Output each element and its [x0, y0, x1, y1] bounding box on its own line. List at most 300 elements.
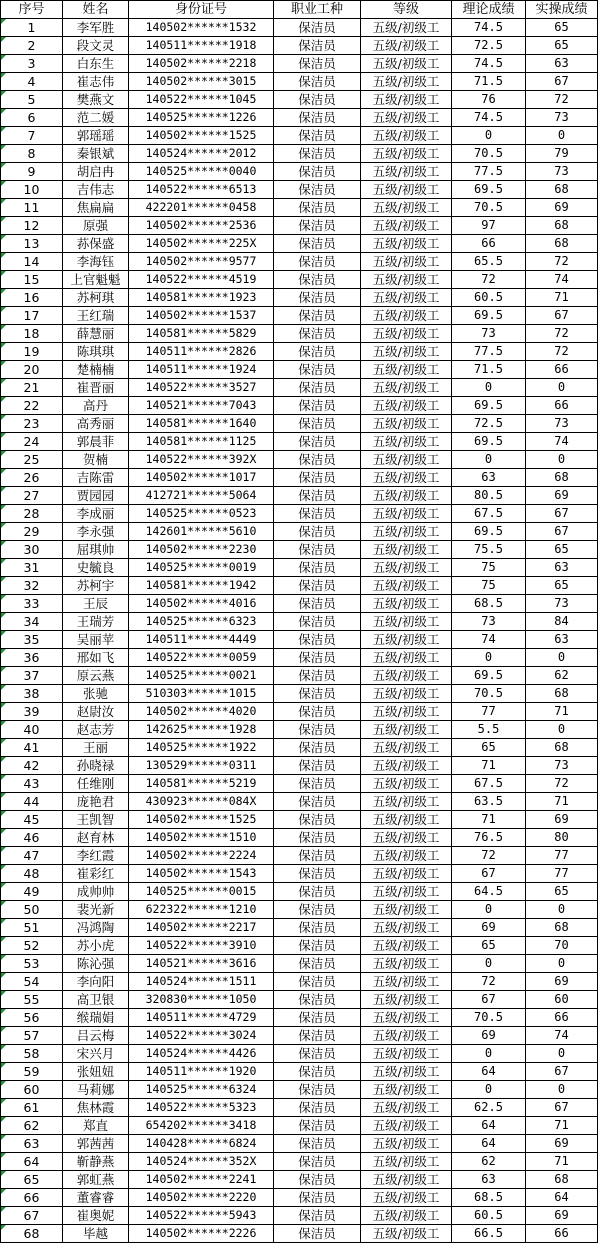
error-indicator-icon[interactable] — [1, 1063, 6, 1068]
error-indicator-icon[interactable] — [1, 1153, 6, 1158]
cell-practical-score[interactable]: 71 — [526, 1153, 598, 1171]
cell-occupation[interactable]: 保洁员 — [274, 217, 361, 235]
cell-name[interactable]: 成帅帅 — [63, 883, 129, 901]
cell-occupation[interactable]: 保洁员 — [274, 415, 361, 433]
cell-theory-score[interactable]: 66.5 — [452, 1225, 526, 1243]
cell-seq[interactable] — [1, 37, 63, 55]
cell-seq[interactable] — [1, 91, 63, 109]
cell-id-number[interactable]: 140525******6323 — [129, 613, 274, 631]
cell-theory-score[interactable]: 67 — [452, 991, 526, 1009]
cell-id-number[interactable]: 140581******1125 — [129, 433, 274, 451]
cell-seq[interactable] — [1, 379, 63, 397]
cell-id-number[interactable]: 140525******6324 — [129, 1081, 274, 1099]
cell-practical-score[interactable]: 68 — [526, 469, 598, 487]
cell-occupation[interactable]: 保洁员 — [274, 757, 361, 775]
error-indicator-icon[interactable] — [1, 235, 6, 240]
cell-occupation[interactable]: 保洁员 — [274, 163, 361, 181]
cell-level[interactable]: 五级/初级工 — [361, 397, 452, 415]
cell-seq[interactable] — [1, 109, 63, 127]
cell-name[interactable]: 焦林霞 — [63, 1099, 129, 1117]
cell-seq[interactable] — [1, 361, 63, 379]
cell-name[interactable]: 裴光新 — [63, 901, 129, 919]
error-indicator-icon[interactable] — [1, 469, 6, 474]
cell-theory-score[interactable]: 70.5 — [452, 145, 526, 163]
cell-practical-score[interactable]: 66 — [526, 1009, 598, 1027]
cell-seq[interactable] — [1, 1189, 63, 1207]
cell-practical-score[interactable]: 65 — [526, 883, 598, 901]
cell-theory-score[interactable]: 69.5 — [452, 523, 526, 541]
cell-seq[interactable] — [1, 1063, 63, 1081]
cell-id-number[interactable]: 140502******1532 — [129, 19, 274, 37]
error-indicator-icon[interactable] — [1, 415, 6, 420]
error-indicator-icon[interactable] — [1, 1135, 6, 1140]
cell-seq[interactable] — [1, 865, 63, 883]
cell-level[interactable]: 五级/初级工 — [361, 739, 452, 757]
cell-theory-score[interactable]: 77 — [452, 703, 526, 721]
cell-practical-score[interactable]: 65 — [526, 541, 598, 559]
cell-theory-score[interactable]: 74.5 — [452, 109, 526, 127]
cell-level[interactable]: 五级/初级工 — [361, 1009, 452, 1027]
cell-level[interactable]: 五级/初级工 — [361, 811, 452, 829]
cell-occupation[interactable]: 保洁员 — [274, 739, 361, 757]
cell-name[interactable]: 冯鸿陶 — [63, 919, 129, 937]
error-indicator-icon[interactable] — [1, 613, 6, 618]
cell-name[interactable]: 王凯智 — [63, 811, 129, 829]
cell-theory-score[interactable]: 72 — [452, 847, 526, 865]
cell-seq[interactable] — [1, 757, 63, 775]
cell-name[interactable]: 薛慧丽 — [63, 325, 129, 343]
cell-practical-score[interactable]: 79 — [526, 145, 598, 163]
cell-id-number[interactable]: 430923******084X — [129, 793, 274, 811]
cell-occupation[interactable]: 保洁员 — [274, 847, 361, 865]
cell-name[interactable]: 郑直 — [63, 1117, 129, 1135]
error-indicator-icon[interactable] — [1, 793, 6, 798]
cell-level[interactable]: 五级/初级工 — [361, 757, 452, 775]
cell-level[interactable]: 五级/初级工 — [361, 217, 452, 235]
cell-practical-score[interactable]: 77 — [526, 865, 598, 883]
cell-name[interactable]: 范二媛 — [63, 109, 129, 127]
cell-seq[interactable] — [1, 1171, 63, 1189]
error-indicator-icon[interactable] — [1, 505, 6, 510]
cell-name[interactable]: 郭瑶瑶 — [63, 127, 129, 145]
cell-practical-score[interactable]: 60 — [526, 991, 598, 1009]
cell-occupation[interactable]: 保洁员 — [274, 1027, 361, 1045]
cell-theory-score[interactable]: 76.5 — [452, 829, 526, 847]
cell-theory-score[interactable]: 64.5 — [452, 883, 526, 901]
cell-level[interactable]: 五级/初级工 — [361, 631, 452, 649]
cell-id-number[interactable]: 140511******1920 — [129, 1063, 274, 1081]
cell-name[interactable]: 苏小虎 — [63, 937, 129, 955]
cell-theory-score[interactable]: 60.5 — [452, 289, 526, 307]
cell-id-number[interactable]: 140521******3616 — [129, 955, 274, 973]
cell-theory-score[interactable]: 68.5 — [452, 1189, 526, 1207]
cell-theory-score[interactable]: 67 — [452, 865, 526, 883]
cell-practical-score[interactable]: 73 — [526, 163, 598, 181]
cell-id-number[interactable]: 140511******4729 — [129, 1009, 274, 1027]
cell-level[interactable]: 五级/初级工 — [361, 127, 452, 145]
cell-seq[interactable] — [1, 847, 63, 865]
cell-seq[interactable] — [1, 991, 63, 1009]
cell-practical-score[interactable]: 69 — [526, 973, 598, 991]
cell-practical-score[interactable]: 72 — [526, 91, 598, 109]
cell-practical-score[interactable]: 74 — [526, 1027, 598, 1045]
cell-occupation[interactable]: 保洁员 — [274, 595, 361, 613]
cell-seq[interactable] — [1, 1027, 63, 1045]
cell-name[interactable]: 郭茜茜 — [63, 1135, 129, 1153]
cell-practical-score[interactable]: 84 — [526, 613, 598, 631]
cell-level[interactable]: 五级/初级工 — [361, 559, 452, 577]
error-indicator-icon[interactable] — [1, 325, 6, 330]
cell-practical-score[interactable]: 73 — [526, 595, 598, 613]
error-indicator-icon[interactable] — [1, 973, 6, 978]
cell-theory-score[interactable]: 0 — [452, 127, 526, 145]
cell-seq[interactable] — [1, 793, 63, 811]
cell-id-number[interactable]: 140428******6824 — [129, 1135, 274, 1153]
error-indicator-icon[interactable] — [1, 1081, 6, 1086]
cell-id-number[interactable]: 140522******1045 — [129, 91, 274, 109]
cell-theory-score[interactable]: 65.5 — [452, 253, 526, 271]
cell-level[interactable]: 五级/初级工 — [361, 487, 452, 505]
cell-occupation[interactable]: 保洁员 — [274, 829, 361, 847]
cell-name[interactable]: 靳静燕 — [63, 1153, 129, 1171]
cell-id-number[interactable]: 140502******9577 — [129, 253, 274, 271]
cell-name[interactable]: 赵育林 — [63, 829, 129, 847]
cell-name[interactable]: 秦银斌 — [63, 145, 129, 163]
cell-practical-score[interactable]: 0 — [526, 721, 598, 739]
cell-level[interactable]: 五级/初级工 — [361, 1081, 452, 1099]
error-indicator-icon[interactable] — [1, 433, 6, 438]
cell-occupation[interactable]: 保洁员 — [274, 937, 361, 955]
cell-practical-score[interactable]: 71 — [526, 703, 598, 721]
cell-id-number[interactable]: 140525******0021 — [129, 667, 274, 685]
cell-occupation[interactable]: 保洁员 — [274, 955, 361, 973]
cell-id-number[interactable]: 140511******4449 — [129, 631, 274, 649]
cell-occupation[interactable]: 保洁员 — [274, 91, 361, 109]
cell-level[interactable]: 五级/初级工 — [361, 289, 452, 307]
cell-level[interactable]: 五级/初级工 — [361, 307, 452, 325]
cell-practical-score[interactable]: 69 — [526, 487, 598, 505]
cell-name[interactable]: 荪保盛 — [63, 235, 129, 253]
cell-id-number[interactable]: 140522******3527 — [129, 379, 274, 397]
cell-occupation[interactable]: 保洁员 — [274, 37, 361, 55]
error-indicator-icon[interactable] — [1, 145, 6, 150]
cell-name[interactable]: 王瑞芳 — [63, 613, 129, 631]
cell-occupation[interactable]: 保洁员 — [274, 523, 361, 541]
cell-seq[interactable] — [1, 775, 63, 793]
cell-practical-score[interactable]: 0 — [526, 1045, 598, 1063]
cell-name[interactable]: 任维刚 — [63, 775, 129, 793]
cell-seq[interactable] — [1, 199, 63, 217]
cell-seq[interactable] — [1, 325, 63, 343]
cell-name[interactable]: 赵志芳 — [63, 721, 129, 739]
cell-theory-score[interactable]: 70.5 — [452, 685, 526, 703]
cell-level[interactable]: 五级/初级工 — [361, 847, 452, 865]
cell-seq[interactable] — [1, 1009, 63, 1027]
cell-level[interactable]: 五级/初级工 — [361, 1153, 452, 1171]
cell-name[interactable]: 高秀丽 — [63, 415, 129, 433]
cell-theory-score[interactable]: 60.5 — [452, 1207, 526, 1225]
cell-occupation[interactable]: 保洁员 — [274, 271, 361, 289]
cell-level[interactable]: 五级/初级工 — [361, 775, 452, 793]
cell-level[interactable]: 五级/初级工 — [361, 343, 452, 361]
cell-level[interactable]: 五级/初级工 — [361, 109, 452, 127]
cell-name[interactable]: 原强 — [63, 217, 129, 235]
cell-practical-score[interactable]: 77 — [526, 847, 598, 865]
cell-seq[interactable] — [1, 883, 63, 901]
cell-occupation[interactable]: 保洁员 — [274, 577, 361, 595]
cell-name[interactable]: 王红瑞 — [63, 307, 129, 325]
cell-level[interactable]: 五级/初级工 — [361, 883, 452, 901]
cell-theory-score[interactable]: 0 — [452, 1045, 526, 1063]
cell-id-number[interactable]: 140524******352X — [129, 1153, 274, 1171]
error-indicator-icon[interactable] — [1, 181, 6, 186]
cell-practical-score[interactable]: 72 — [526, 343, 598, 361]
cell-name[interactable]: 王丽 — [63, 739, 129, 757]
cell-practical-score[interactable]: 72 — [526, 325, 598, 343]
cell-name[interactable]: 李海钰 — [63, 253, 129, 271]
cell-theory-score[interactable]: 68.5 — [452, 595, 526, 613]
error-indicator-icon[interactable] — [1, 667, 6, 672]
cell-occupation[interactable]: 保洁员 — [274, 883, 361, 901]
error-indicator-icon[interactable] — [1, 361, 6, 366]
cell-name[interactable]: 郭虹燕 — [63, 1171, 129, 1189]
cell-practical-score[interactable]: 63 — [526, 559, 598, 577]
cell-seq[interactable] — [1, 829, 63, 847]
cell-level[interactable]: 五级/初级工 — [361, 1135, 452, 1153]
error-indicator-icon[interactable] — [1, 1009, 6, 1014]
cell-seq[interactable] — [1, 541, 63, 559]
cell-practical-score[interactable]: 66 — [526, 1225, 598, 1243]
cell-seq[interactable] — [1, 307, 63, 325]
cell-practical-score[interactable]: 72 — [526, 253, 598, 271]
cell-theory-score[interactable]: 71.5 — [452, 361, 526, 379]
cell-seq[interactable] — [1, 397, 63, 415]
cell-seq[interactable] — [1, 253, 63, 271]
cell-seq[interactable] — [1, 721, 63, 739]
cell-id-number[interactable]: 320830******1050 — [129, 991, 274, 1009]
cell-level[interactable]: 五级/初级工 — [361, 415, 452, 433]
cell-occupation[interactable]: 保洁员 — [274, 505, 361, 523]
cell-theory-score[interactable]: 76 — [452, 91, 526, 109]
cell-theory-score[interactable]: 62 — [452, 1153, 526, 1171]
error-indicator-icon[interactable] — [1, 199, 6, 204]
cell-occupation[interactable]: 保洁员 — [274, 1153, 361, 1171]
cell-occupation[interactable]: 保洁员 — [274, 559, 361, 577]
cell-theory-score[interactable]: 69 — [452, 1027, 526, 1045]
cell-id-number[interactable]: 140581******5219 — [129, 775, 274, 793]
cell-practical-score[interactable]: 65 — [526, 19, 598, 37]
cell-practical-score[interactable]: 0 — [526, 127, 598, 145]
cell-theory-score[interactable]: 0 — [452, 955, 526, 973]
cell-theory-score[interactable]: 75 — [452, 577, 526, 595]
error-indicator-icon[interactable] — [1, 73, 6, 78]
error-indicator-icon[interactable] — [1, 1189, 6, 1194]
cell-theory-score[interactable]: 63 — [452, 469, 526, 487]
cell-name[interactable]: 史毓良 — [63, 559, 129, 577]
cell-seq[interactable] — [1, 685, 63, 703]
cell-theory-score[interactable]: 67.5 — [452, 775, 526, 793]
cell-seq[interactable] — [1, 613, 63, 631]
cell-practical-score[interactable]: 68 — [526, 685, 598, 703]
cell-level[interactable]: 五级/初级工 — [361, 973, 452, 991]
cell-level[interactable]: 五级/初级工 — [361, 505, 452, 523]
cell-occupation[interactable]: 保洁员 — [274, 289, 361, 307]
cell-occupation[interactable]: 保洁员 — [274, 649, 361, 667]
cell-seq[interactable] — [1, 235, 63, 253]
cell-practical-score[interactable]: 68 — [526, 919, 598, 937]
error-indicator-icon[interactable] — [1, 307, 6, 312]
error-indicator-icon[interactable] — [1, 1117, 6, 1122]
cell-seq[interactable] — [1, 667, 63, 685]
cell-level[interactable]: 五级/初级工 — [361, 55, 452, 73]
error-indicator-icon[interactable] — [1, 919, 6, 924]
cell-theory-score[interactable]: 0 — [452, 649, 526, 667]
cell-seq[interactable] — [1, 811, 63, 829]
cell-occupation[interactable]: 保洁员 — [274, 199, 361, 217]
error-indicator-icon[interactable] — [1, 109, 6, 114]
cell-name[interactable]: 李向阳 — [63, 973, 129, 991]
cell-name[interactable]: 贺楠 — [63, 451, 129, 469]
cell-practical-score[interactable]: 0 — [526, 649, 598, 667]
cell-theory-score[interactable]: 65 — [452, 739, 526, 757]
cell-seq[interactable] — [1, 1225, 63, 1243]
cell-id-number[interactable]: 140502******4016 — [129, 595, 274, 613]
cell-practical-score[interactable]: 72 — [526, 775, 598, 793]
cell-theory-score[interactable]: 66 — [452, 235, 526, 253]
cell-seq[interactable] — [1, 73, 63, 91]
error-indicator-icon[interactable] — [1, 883, 6, 888]
cell-level[interactable]: 五级/初级工 — [361, 649, 452, 667]
cell-practical-score[interactable]: 67 — [526, 1063, 598, 1081]
cell-name[interactable]: 苏柯宇 — [63, 577, 129, 595]
cell-theory-score[interactable]: 70.5 — [452, 1009, 526, 1027]
cell-id-number[interactable]: 140502******2224 — [129, 847, 274, 865]
cell-id-number[interactable]: 140502******4020 — [129, 703, 274, 721]
cell-seq[interactable] — [1, 1153, 63, 1171]
cell-practical-score[interactable]: 63 — [526, 55, 598, 73]
cell-theory-score[interactable]: 0 — [452, 379, 526, 397]
cell-theory-score[interactable]: 64 — [452, 1063, 526, 1081]
cell-id-number[interactable]: 130529******0311 — [129, 757, 274, 775]
cell-name[interactable]: 赵尉汝 — [63, 703, 129, 721]
error-indicator-icon[interactable] — [1, 127, 6, 132]
error-indicator-icon[interactable] — [1, 847, 6, 852]
cell-theory-score[interactable]: 63.5 — [452, 793, 526, 811]
cell-seq[interactable] — [1, 649, 63, 667]
cell-practical-score[interactable]: 65 — [526, 37, 598, 55]
cell-id-number[interactable]: 140525******1922 — [129, 739, 274, 757]
cell-id-number[interactable]: 140522******4519 — [129, 271, 274, 289]
cell-name[interactable]: 李军胜 — [63, 19, 129, 37]
cell-id-number[interactable]: 140502******3015 — [129, 73, 274, 91]
cell-practical-score[interactable]: 67 — [526, 73, 598, 91]
cell-level[interactable]: 五级/初级工 — [361, 19, 452, 37]
cell-seq[interactable] — [1, 703, 63, 721]
cell-theory-score[interactable]: 72.5 — [452, 37, 526, 55]
error-indicator-icon[interactable] — [1, 865, 6, 870]
cell-occupation[interactable]: 保洁员 — [274, 379, 361, 397]
cell-seq[interactable] — [1, 415, 63, 433]
cell-id-number[interactable]: 140502******2536 — [129, 217, 274, 235]
error-indicator-icon[interactable] — [1, 397, 6, 402]
cell-theory-score[interactable]: 64 — [452, 1117, 526, 1135]
cell-theory-score[interactable]: 71 — [452, 811, 526, 829]
cell-name[interactable]: 樊燕文 — [63, 91, 129, 109]
cell-name[interactable]: 李永强 — [63, 523, 129, 541]
cell-name[interactable]: 崔奥妮 — [63, 1207, 129, 1225]
cell-occupation[interactable]: 保洁员 — [274, 433, 361, 451]
cell-id-number[interactable]: 422201******0458 — [129, 199, 274, 217]
error-indicator-icon[interactable] — [1, 253, 6, 258]
error-indicator-icon[interactable] — [1, 739, 6, 744]
header-practical-score[interactable]: 实操成绩 — [526, 1, 598, 19]
cell-level[interactable]: 五级/初级工 — [361, 541, 452, 559]
cell-seq[interactable] — [1, 127, 63, 145]
cell-id-number[interactable]: 140511******1918 — [129, 37, 274, 55]
cell-practical-score[interactable]: 71 — [526, 289, 598, 307]
cell-practical-score[interactable]: 66 — [526, 361, 598, 379]
cell-level[interactable]: 五级/初级工 — [361, 577, 452, 595]
cell-name[interactable]: 李成丽 — [63, 505, 129, 523]
cell-level[interactable]: 五级/初级工 — [361, 613, 452, 631]
error-indicator-icon[interactable] — [1, 379, 6, 384]
cell-seq[interactable] — [1, 1207, 63, 1225]
cell-seq[interactable] — [1, 955, 63, 973]
cell-level[interactable]: 五级/初级工 — [361, 829, 452, 847]
error-indicator-icon[interactable] — [1, 721, 6, 726]
cell-occupation[interactable]: 保洁员 — [274, 613, 361, 631]
cell-name[interactable]: 陈沁强 — [63, 955, 129, 973]
cell-level[interactable]: 五级/初级工 — [361, 1099, 452, 1117]
cell-occupation[interactable]: 保洁员 — [274, 667, 361, 685]
cell-seq[interactable] — [1, 1117, 63, 1135]
cell-level[interactable]: 五级/初级工 — [361, 145, 452, 163]
error-indicator-icon[interactable] — [1, 1099, 6, 1104]
cell-name[interactable]: 吉伟志 — [63, 181, 129, 199]
cell-practical-score[interactable]: 0 — [526, 1081, 598, 1099]
cell-practical-score[interactable]: 64 — [526, 1189, 598, 1207]
cell-theory-score[interactable]: 63 — [452, 1171, 526, 1189]
cell-level[interactable]: 五级/初级工 — [361, 685, 452, 703]
cell-id-number[interactable]: 140524******1511 — [129, 973, 274, 991]
cell-seq[interactable] — [1, 1081, 63, 1099]
cell-practical-score[interactable]: 67 — [526, 505, 598, 523]
cell-id-number[interactable]: 140502******2230 — [129, 541, 274, 559]
cell-occupation[interactable]: 保洁员 — [274, 145, 361, 163]
cell-level[interactable]: 五级/初级工 — [361, 37, 452, 55]
cell-occupation[interactable]: 保洁员 — [274, 1171, 361, 1189]
cell-id-number[interactable]: 140522******3024 — [129, 1027, 274, 1045]
header-id-number[interactable]: 身份证号 — [129, 1, 274, 19]
cell-occupation[interactable]: 保洁员 — [274, 1009, 361, 1027]
cell-occupation[interactable]: 保洁员 — [274, 721, 361, 739]
cell-occupation[interactable]: 保洁员 — [274, 1207, 361, 1225]
error-indicator-icon[interactable] — [1, 901, 6, 906]
cell-occupation[interactable]: 保洁员 — [274, 1225, 361, 1243]
cell-level[interactable]: 五级/初级工 — [361, 523, 452, 541]
cell-theory-score[interactable]: 69.5 — [452, 181, 526, 199]
cell-theory-score[interactable]: 75.5 — [452, 541, 526, 559]
cell-theory-score[interactable]: 71 — [452, 757, 526, 775]
cell-practical-score[interactable]: 68 — [526, 739, 598, 757]
cell-occupation[interactable]: 保洁员 — [274, 991, 361, 1009]
cell-name[interactable]: 郭晨菲 — [63, 433, 129, 451]
cell-practical-score[interactable]: 68 — [526, 217, 598, 235]
cell-practical-score[interactable]: 68 — [526, 1171, 598, 1189]
cell-id-number[interactable]: 140524******2012 — [129, 145, 274, 163]
cell-practical-score[interactable]: 0 — [526, 955, 598, 973]
cell-id-number[interactable]: 140511******2826 — [129, 343, 274, 361]
